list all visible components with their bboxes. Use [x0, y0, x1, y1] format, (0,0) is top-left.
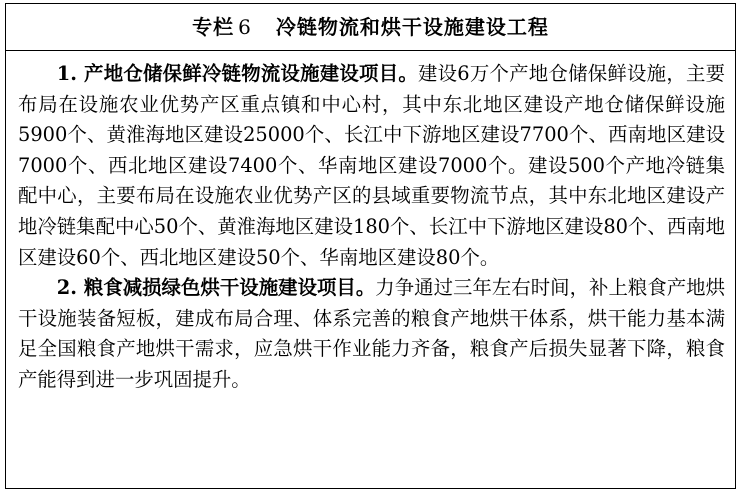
- project-item-1-text: 建设6万个产地仓储保鲜设施，主要布局在设施农业优势产区重点镇和中心村，其中东北地区建设产地仓储保鲜设施5900个、黄淮海地区建设25000个、长江中下游地区建设7700个、西南地区建设7000个、西北地区建设7400个、华南地区建设7000个。建设500个产地冷链集配中心，主要布局在设施农业优势产区的县域重要物流节点，其中东北地区建设产地冷链集配中心50个、黄淮海地区建设180个、长江中下游地区建设80个、西南地区建设60个、西北地区建设50个、华南地区建设80个。: [18, 62, 725, 269]
- box-header: [6, 4, 735, 51]
- project-item-2-text: 力争通过三年左右时间，补上粮食产地烘干设施装备短板，建成布局合理、体系完善的粮食产地烘干体系，烘干能力基本满足全国粮食产地烘干需求，应急烘干作业能力齐备，粮食产后损失显著下降，粮食产能得到进一步巩固提升。: [18, 276, 726, 391]
- box-number: 6: [238, 15, 252, 39]
- project-item-1-title: 1. 产地仓储保鲜冷链物流设施建设项目。: [56, 62, 418, 85]
- project-item-2-title: 2. 粮食减损绿色烘干设施建设项目。: [56, 276, 376, 300]
- box-title: 冷链物流和烘干设施建设工程: [275, 15, 549, 39]
- project-item-2: [18, 273, 725, 395]
- box-label: 专栏: [192, 15, 235, 39]
- feature-box: [5, 3, 736, 489]
- project-item-1: [18, 59, 725, 273]
- box-content: [6, 51, 735, 396]
